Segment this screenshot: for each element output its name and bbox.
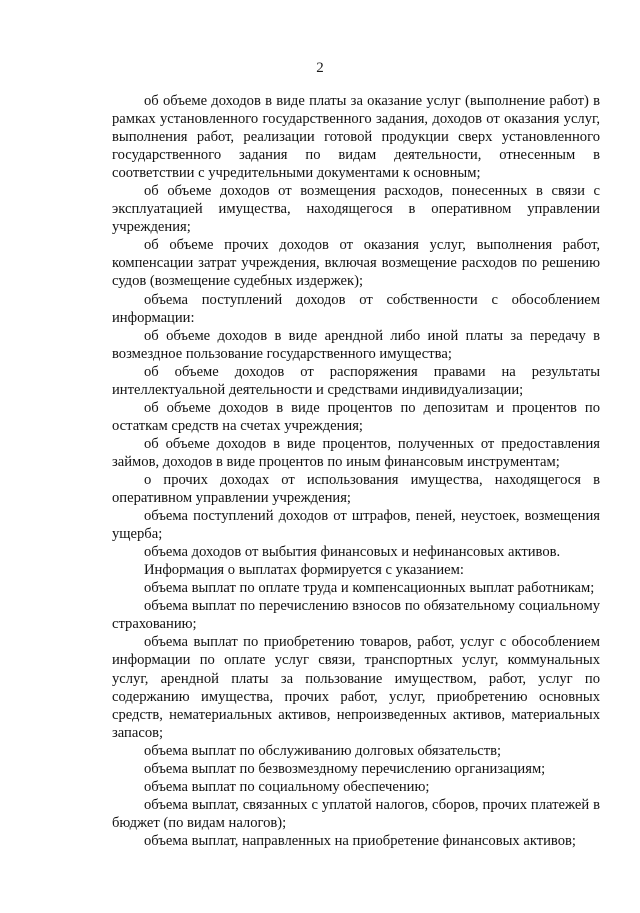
paragraph: об объеме доходов в виде арендной либо иной платы за передачу в возмездное пользование государственного имущества; — [112, 327, 600, 362]
paragraph: об объеме доходов в виде платы за оказание услуг (выполнение работ) в рамках установленного государственного задания, доходов от оказания услуг, выполнения работ, реализации готовой продукции сверх установленного государственного задания по видам деятельности, отнесенным в соответствии с учредительными документами к основным; — [112, 93, 600, 182]
page-number: 2 — [316, 60, 324, 76]
paragraph: об объеме доходов в виде процентов, полученных от предоставления займов, доходов в виде процентов по иным финансовым инструментам; — [112, 435, 600, 470]
paragraph: о прочих доходах от использования имущества, находящегося в оперативном управлении учреждения; — [112, 471, 600, 507]
paragraph: объема доходов от выбытия финансовых и нефинансовых активов. — [144, 544, 561, 561]
paragraph: объема поступлений доходов от штрафов, пеней, неустоек, возмещения ущерба; — [112, 508, 600, 543]
paragraph: объема выплат по социальному обеспечению; — [144, 778, 430, 795]
paragraph: объема выплат, связанных с уплатой налогов, сборов, прочих платежей в бюджет (по видам налогов); — [112, 796, 600, 831]
paragraph: об объеме доходов от распоряжения правами на результаты интеллектуальной деятельности и средствами индивидуализации; — [112, 363, 600, 398]
paragraph: Информация о выплатах формируется с указанием: — [144, 562, 464, 579]
paragraph: объема выплат по оплате труда и компенсационных выплат работникам; — [144, 580, 595, 597]
paragraph: об объеме прочих доходов от оказания услуг, выполнения работ, компенсации затрат учреждения, включая возмещение расходов по решению судов (возмещение судебных издержек); — [112, 237, 600, 290]
paragraph: об объеме доходов в виде процентов по депозитам и процентов по остаткам средств на счетах учреждения; — [112, 399, 600, 434]
paragraph: объема выплат по безвозмездному перечислению организациям; — [144, 760, 546, 777]
paragraph: объема выплат, направленных на приобретение финансовых активов; — [144, 832, 576, 849]
paragraph: об объеме доходов от возмещения расходов, понесенных в связи с эксплуатацией имущества, находящегося в оперативном управлении учреждения; — [112, 183, 600, 236]
paragraph: объема выплат по приобретению товаров, работ, услуг с обособлением информации по оплате услуг связи, транспортных услуг, коммунальных услуг, арендной платы за пользование имуществом, работ, услуг по содержанию имущества, прочих работ, услуг, приобретению основных средств, нематериальных активов, непроизведенных активов, материальных запасов; — [112, 634, 600, 741]
paragraph: объема выплат по обслуживанию долговых обязательств; — [144, 742, 502, 759]
document-body — [112, 92, 600, 850]
paragraph: объема выплат по перечислению взносов по обязательному социальному страхованию; — [112, 598, 600, 633]
paragraph: объема поступлений доходов от собственности с обособлением информации: — [112, 291, 600, 326]
